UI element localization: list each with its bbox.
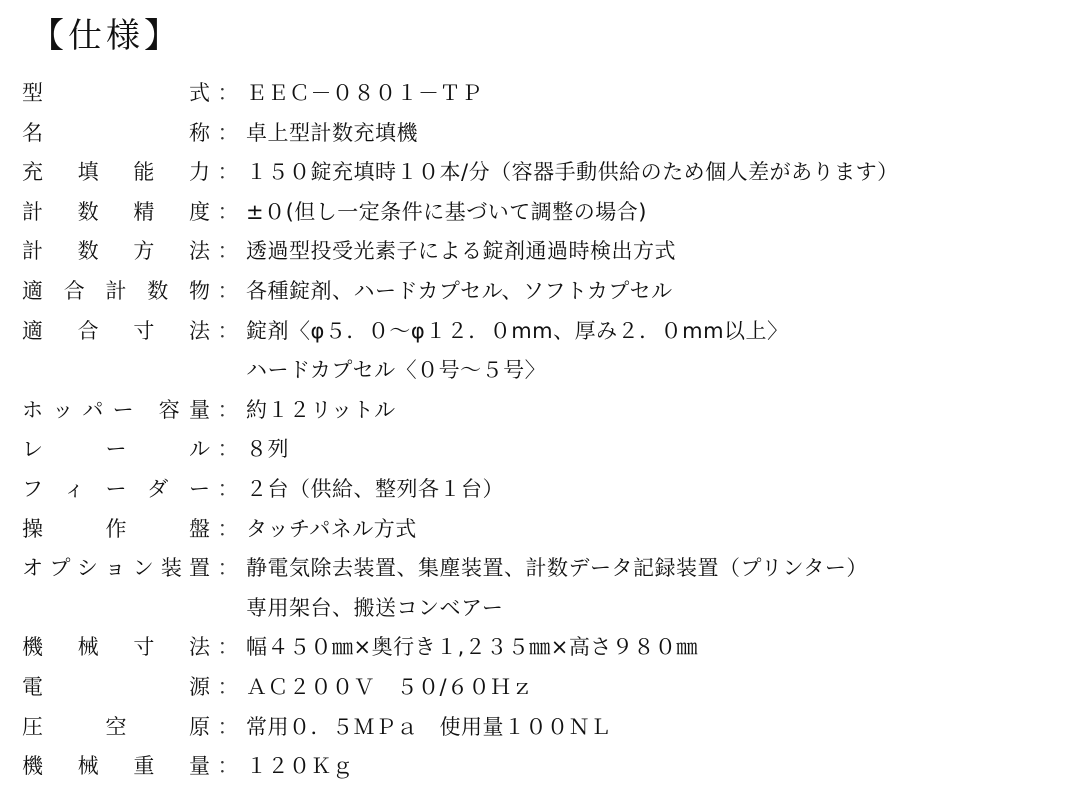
spec-value: 各種錠剤、ハードカプセル、ソフトカプセル — [246, 278, 673, 303]
spec-colon: ： — [217, 120, 239, 145]
spec-colon: ： — [217, 397, 239, 422]
spec-label: レ ー ル — [22, 437, 210, 462]
spec-colon: ： — [217, 714, 239, 739]
spec-value: 卓上型計数充填機 — [246, 120, 418, 145]
spec-label: 名 称 — [22, 120, 210, 145]
spec-value: 透過型投受光素子による錠剤通過時検出方式 — [246, 239, 676, 264]
spec-row-hopper-capacity — [22, 391, 1084, 431]
spec-value: １５０錠充填時１０本/分（容器手動供給のため個人差があります） — [246, 160, 899, 185]
spec-label: 適 合 寸 法 — [22, 318, 210, 343]
spec-value: タッチパネル方式 — [246, 516, 417, 541]
spec-value: 錠剤〈φ５．０～φ１２．０mm、厚み２．０mm以上〉 — [246, 318, 789, 343]
spec-value: 専用架台、搬送コンベアー — [246, 595, 504, 620]
spec-row-feeder — [22, 470, 1084, 510]
spec-label: オプション装置 — [22, 556, 210, 581]
spec-colon: ： — [217, 278, 239, 303]
spec-row-name — [22, 114, 1084, 154]
spec-row-compatible-items — [22, 272, 1084, 312]
spec-colon: ： — [217, 516, 239, 541]
spec-value: ２台（供給、整列各１台） — [246, 476, 504, 501]
spec-colon: ： — [217, 754, 239, 779]
spec-value: ＡＣ２００Ｖ ５０/６０Ｈｚ — [246, 674, 534, 699]
spec-value: ８列 — [246, 437, 289, 462]
spec-colon: ： — [217, 556, 239, 581]
spec-row-options-cont — [22, 589, 1084, 629]
spec-row-control-panel — [22, 510, 1084, 550]
spec-label: ホッパー 容量 — [22, 397, 210, 422]
spec-row-model — [22, 74, 1084, 114]
spec-colon: ： — [217, 239, 239, 264]
spec-label: 計 数 方 法 — [22, 239, 210, 264]
spec-label: 充 填 能 力 — [22, 160, 210, 185]
spec-value: ±０(但し一定条件に基づいて調整の場合) — [246, 199, 647, 224]
spec-value: ＥＥＣ－０８０１－ＴＰ — [246, 81, 483, 105]
spec-colon: ： — [217, 318, 239, 343]
spec-row-compressed-air — [22, 708, 1084, 748]
spec-row-machine-dimensions — [22, 628, 1084, 668]
spec-colon: ： — [217, 635, 239, 660]
spec-row-machine-weight — [22, 747, 1084, 787]
spec-value: ハードカプセル〈０号～５号〉 — [246, 358, 547, 383]
spec-label: 圧 空 原 — [22, 714, 210, 739]
spec-label: 機 械 重 量 — [22, 754, 210, 779]
spec-colon: ： — [217, 437, 239, 462]
spec-row-compatible-dimensions-cont — [22, 351, 1084, 391]
spec-row-counting-method — [22, 232, 1084, 272]
spec-label: 電 源 — [22, 674, 210, 699]
spec-row-filling-capacity — [22, 153, 1084, 193]
spec-label: 型 式 — [22, 81, 210, 105]
spec-label: 操 作 盤 — [22, 516, 210, 541]
spec-value: 静電気除去装置、集塵装置、計数データ記録装置（プリンター） — [246, 556, 868, 581]
spec-row-counting-accuracy — [22, 193, 1084, 233]
spec-label: フ ィ ー ダ ー — [22, 476, 210, 501]
spec-value: 常用０．５ＭＰａ 使用量１００ＮＬ — [246, 714, 612, 739]
spec-row-options — [22, 549, 1084, 589]
spec-row-compatible-dimensions — [22, 312, 1084, 352]
spec-value: 約１２リットル — [246, 397, 396, 422]
page-title: 【仕様】 — [30, 16, 182, 56]
spec-label: 機 械 寸 法 — [22, 635, 210, 660]
spec-value: １２０Ｋｇ — [246, 754, 354, 779]
spec-row-rail — [22, 430, 1084, 470]
spec-colon: ： — [217, 674, 239, 699]
spec-colon: ： — [217, 199, 239, 224]
spec-value: 幅４５０㎜×奥行き１,２３５㎜×高さ９８０㎜ — [246, 635, 698, 660]
spec-colon: ： — [217, 160, 239, 185]
spec-colon: ： — [217, 476, 239, 501]
spec-row-power — [22, 668, 1084, 708]
spec-colon: ： — [217, 81, 239, 105]
spec-list — [22, 74, 1084, 787]
spec-label: 適 合 計 数 物 — [22, 278, 210, 303]
spec-label: 計 数 精 度 — [22, 199, 210, 224]
